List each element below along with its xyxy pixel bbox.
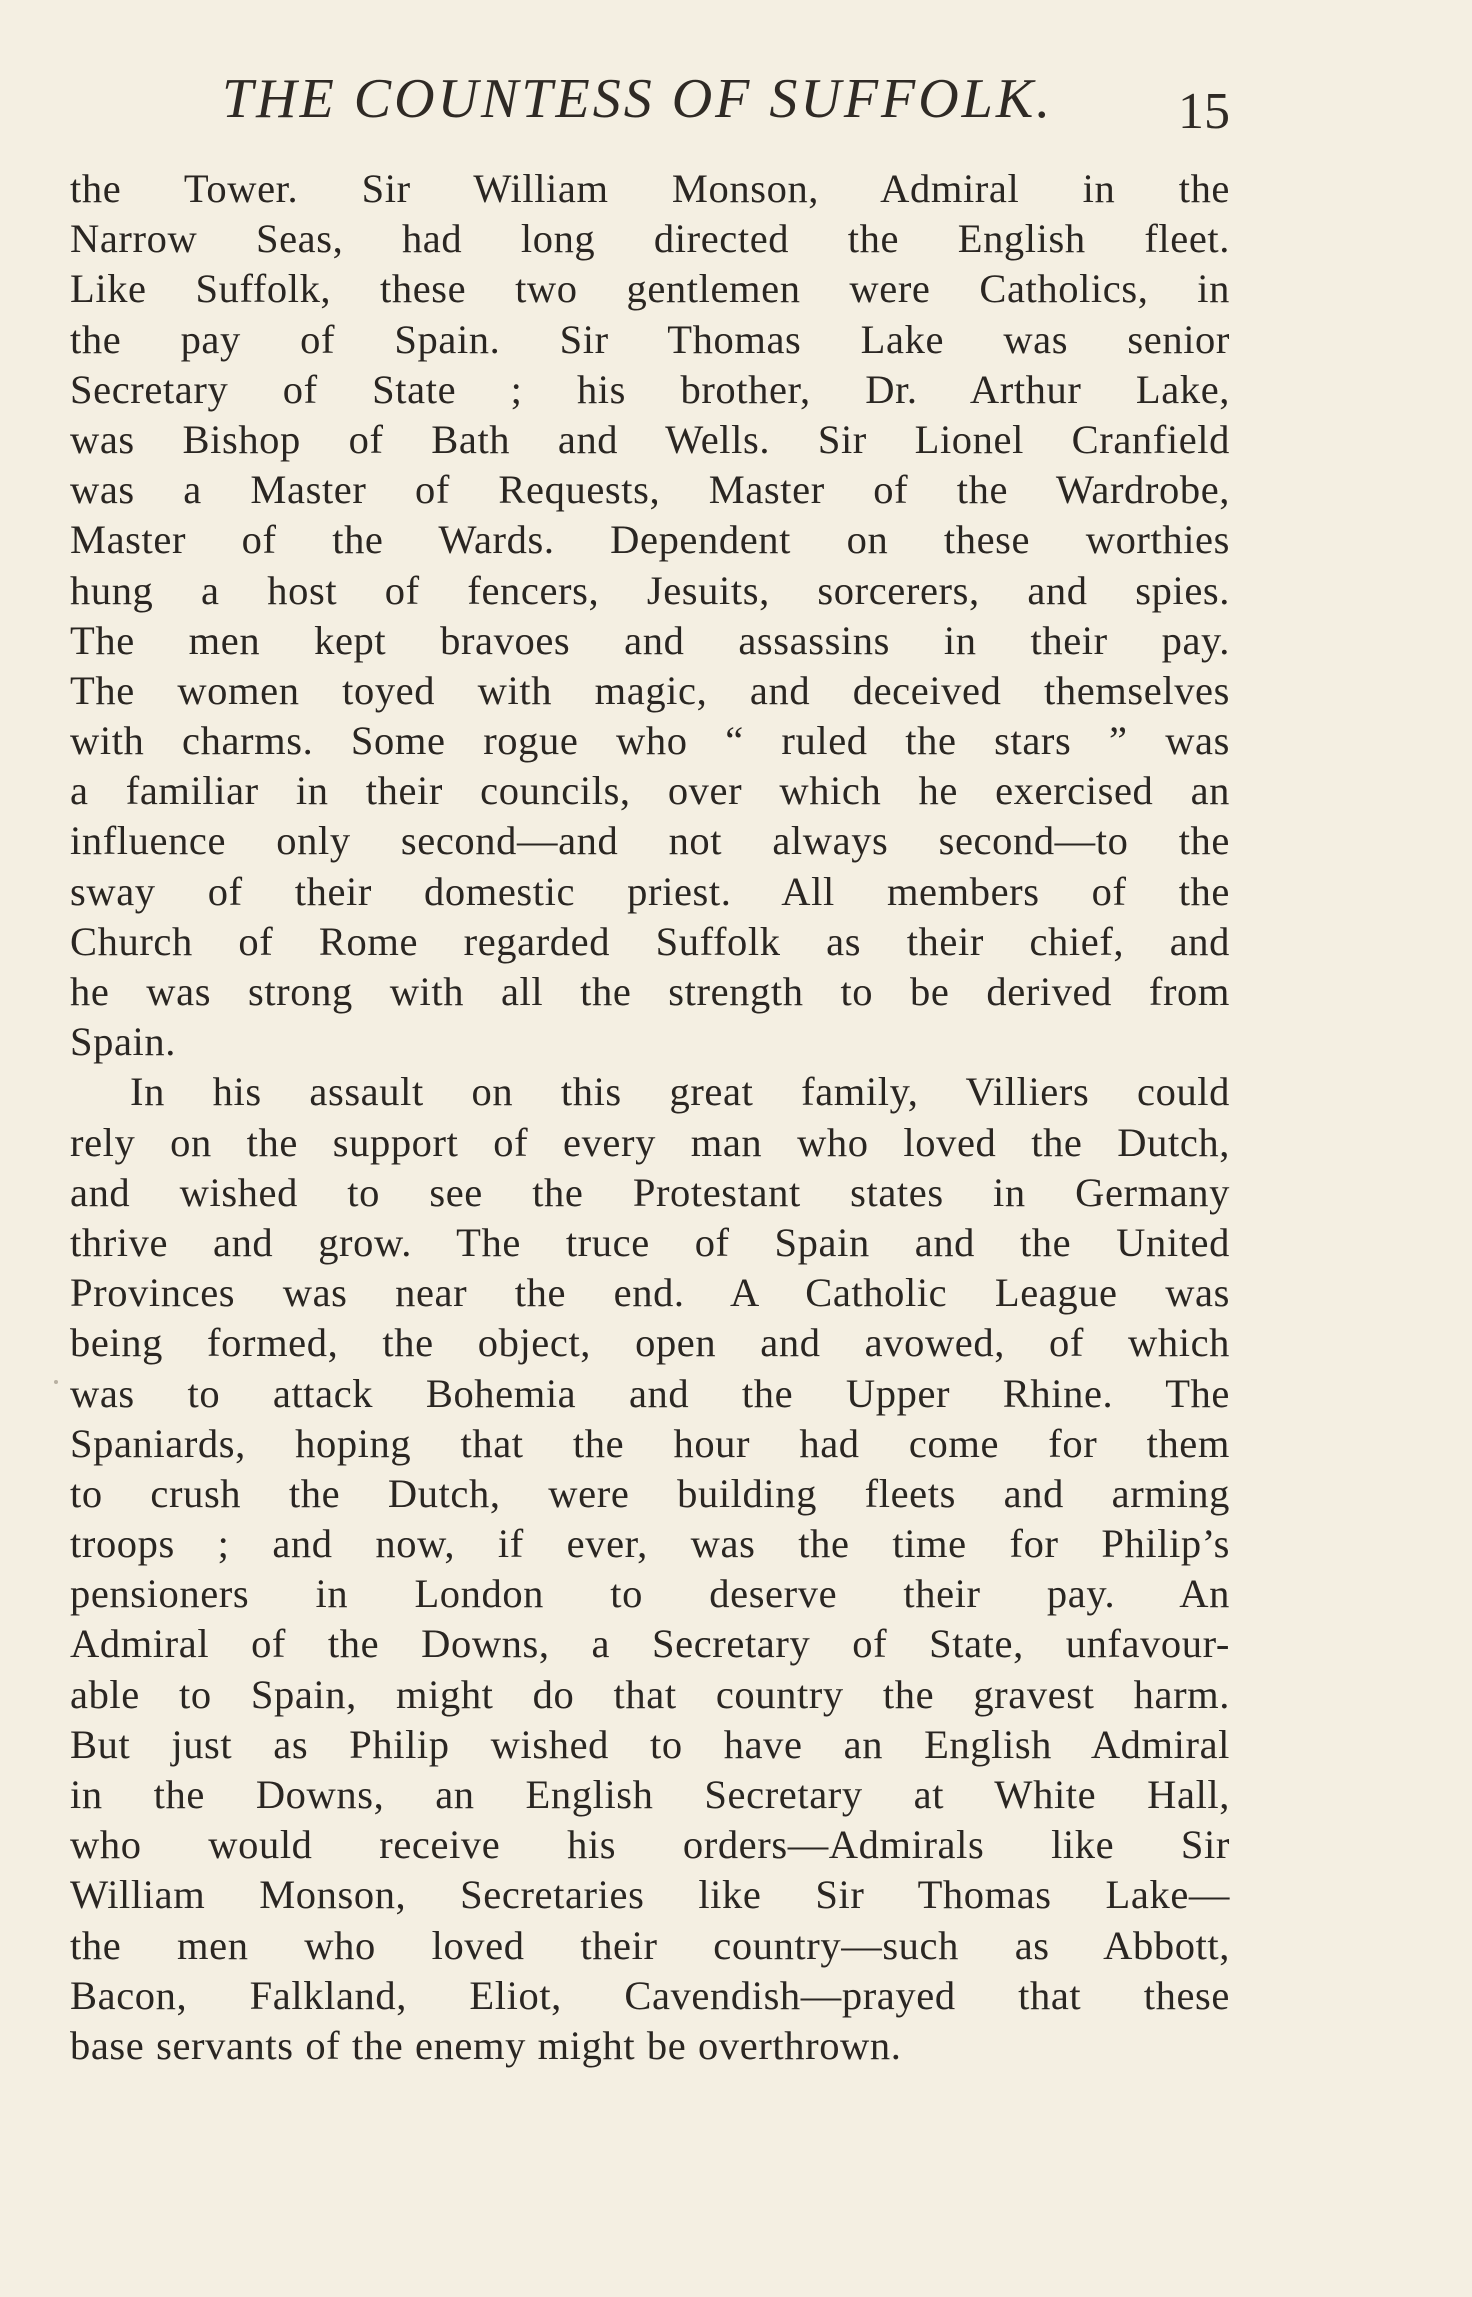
text-line: was to attack Bohemia and the Upper Rhine. The (70, 1370, 1230, 1416)
text-line: with charms. Some rogue who “ ruled the stars ” was (70, 718, 1230, 764)
text-line: thrive and grow. The truce of Spain and the United (70, 1219, 1230, 1265)
text-line: Narrow Seas, had long directed the English fleet. (70, 216, 1230, 262)
text-line: Church of Rome regarded Suffolk as their chief, and (70, 918, 1230, 964)
page-number: 15 (1178, 83, 1230, 140)
text-line: sway of their domestic priest. All members of the (70, 868, 1230, 914)
text-line: in the Downs, an English Secretary at White Hall, (70, 1772, 1230, 1817)
text-line: the Tower. Sir William Monson, Admiral in the (70, 166, 1230, 211)
text-line: a familiar in their councils, over which he exercised an (70, 768, 1230, 814)
text-line: rely on the support of every man who loved the Dutch, (70, 1119, 1230, 1165)
text-line: troops ; and now, if ever, was the time for Philip’s (70, 1521, 1230, 1567)
text-line: able to Spain, might do that country the gravest harm. (70, 1671, 1230, 1717)
paper-speck (54, 1380, 58, 1384)
text-line: the pay of Spain. Sir Thomas Lake was senior (70, 316, 1230, 362)
text-line: The men kept bravoes and assassins in their pay. (70, 617, 1230, 663)
text-line: and wished to see the Protestant states in Germany (70, 1169, 1230, 1215)
paragraph-1 (70, 164, 1230, 1067)
text-line: Like Suffolk, these two gentlemen were Catholics, in (70, 266, 1230, 312)
text-line: Provinces was near the end. A Catholic League was (70, 1270, 1230, 1316)
text-line: he was strong with all the strength to be derived from (70, 969, 1230, 1014)
text-line: The women toyed with magic, and deceived themselves (70, 667, 1230, 713)
text-line: Master of the Wards. Dependent on these worthies (70, 517, 1230, 563)
text-line: Secretary of State ; his brother, Dr. Arthur Lake, (70, 366, 1230, 412)
text-line: being formed, the object, open and avowed, of which (70, 1320, 1230, 1366)
paragraph-2 (70, 1067, 1230, 2071)
text-line: base servants of the enemy might be overthrown. (70, 2022, 902, 2068)
text-line: In his assault on this great family, Villiers could (130, 1069, 1230, 1115)
text-line: hung a host of fencers, Jesuits, sorcerers, and spies. (70, 567, 1230, 613)
text-line: William Monson, Secretaries like Sir Thomas Lake— (70, 1872, 1230, 1918)
text-line: Spaniards, hoping that the hour had come for them (70, 1420, 1230, 1466)
text-line: was Bishop of Bath and Wells. Sir Lionel Cranfield (70, 416, 1230, 462)
text-line: But just as Philip wished to have an English Admiral (70, 1721, 1230, 1767)
text-line: who would receive his orders—Admirals like Sir (70, 1822, 1230, 1868)
running-title: THE COUNTESS OF SUFFOLK. (222, 68, 1054, 130)
text-line: influence only second—and not always second—to the (70, 818, 1230, 864)
text-line: the men who loved their country—such as Abbott, (70, 1922, 1230, 1968)
text-line: pensioners in London to deserve their pay. An (70, 1571, 1230, 1617)
text-line: to crush the Dutch, were building fleets and arming (70, 1470, 1230, 1516)
text-line: Admiral of the Downs, a Secretary of State, unfavour- (70, 1621, 1230, 1667)
text-line: Bacon, Falkland, Eliot, Cavendish—prayed that these (70, 1972, 1230, 2018)
page-header (70, 64, 1230, 140)
text-line: was a Master of Requests, Master of the Wardrobe, (70, 467, 1230, 513)
text-line: Spain. (70, 1019, 176, 1065)
body-text (70, 164, 1230, 2071)
